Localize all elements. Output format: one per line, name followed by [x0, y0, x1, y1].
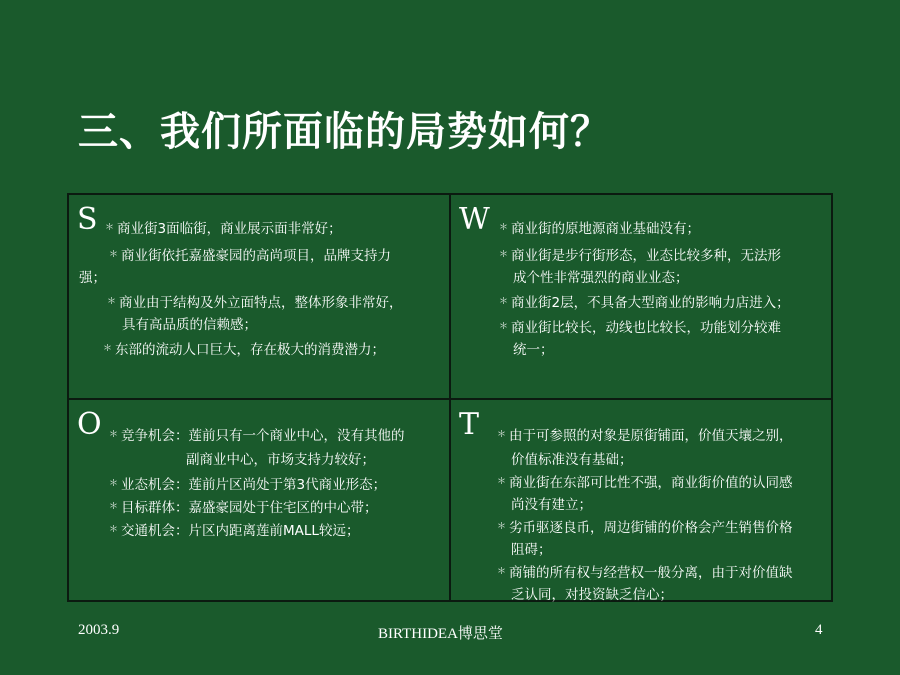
quadrant-letter-t: T: [459, 407, 480, 442]
threats-list: [497, 424, 823, 606]
bullet-star-icon: ＊: [499, 250, 509, 260]
list-item-continuation: 价值标准没有基础；: [511, 452, 633, 468]
list-item-continuation: 强；: [79, 270, 106, 286]
bullet-star-icon: ＊: [109, 430, 119, 440]
strengths-list: [79, 217, 441, 361]
weaknesses-list: [499, 217, 823, 361]
list-item-continuation: 统一；: [513, 342, 554, 358]
bullet-star-icon: ＊: [497, 522, 507, 532]
list-item: ＊ 商业街是步行街形态，业态比较多种，无法形: [499, 244, 823, 267]
bullet-star-icon: ＊: [499, 322, 509, 332]
list-item-continuation: 阻碍；: [511, 542, 552, 558]
quadrant-letter-w: W: [459, 202, 490, 237]
list-item: ＊ 商业街在东部可比性不强，商业街价值的认同感: [497, 471, 823, 494]
footer-page-number: 4: [815, 622, 823, 638]
list-item-continuation: 乏认同，对投资缺乏信心；: [511, 587, 673, 603]
footer-date: 2003.9: [78, 622, 120, 638]
list-item: ＊ 目标群体：嘉盛豪园处于住宅区的中心带；: [109, 496, 441, 519]
quadrant-letter-s: S: [77, 202, 98, 237]
quadrant-weaknesses: [451, 195, 831, 398]
quadrant-strengths: [69, 195, 449, 398]
bullet-star-icon: ＊: [497, 477, 507, 487]
list-item-continuation: 具有高品质的信赖感；: [122, 317, 257, 333]
bullet-star-icon: ＊: [109, 250, 119, 260]
bullet-star-icon: ＊: [109, 479, 119, 489]
bullet-star-icon: ＊: [497, 430, 507, 440]
list-item: ＊ 商业由于结构及外立面特点，整体形象非常好，: [107, 291, 441, 314]
footer-brand: BIRTHIDEA博思堂: [378, 626, 503, 642]
slide-title: 三、我们所面临的局势如何？: [78, 109, 611, 155]
bullet-star-icon: ＊: [109, 525, 119, 535]
list-item: ＊ 商业街比较长，动线也比较长，功能划分较难: [499, 316, 823, 339]
quadrant-opportunities: [69, 400, 449, 600]
opportunities-list: [109, 424, 441, 542]
bullet-star-icon: ＊: [105, 223, 115, 233]
list-item: ＊ 商业街3面临街，商业展示面非常好；: [105, 217, 441, 240]
bullet-star-icon: ＊: [497, 567, 507, 577]
list-item-continuation: 副商业中心，市场支持力较好；: [186, 452, 375, 468]
bullet-star-icon: ＊: [499, 297, 509, 307]
list-item-continuation: 尚没有建立；: [511, 497, 592, 513]
bullet-star-icon: ＊: [107, 297, 117, 307]
list-item: ＊ 由于可参照的对象是原街铺面，价值天壤之别，: [497, 424, 823, 447]
list-item: ＊ 商业街的原地源商业基础没有；: [499, 217, 823, 240]
quadrant-threats: [451, 400, 831, 603]
list-item: ＊ 商铺的所有权与经营权一般分离，由于对价值缺: [497, 561, 823, 584]
bullet-star-icon: ＊: [499, 223, 509, 233]
bullet-star-icon: ＊: [103, 344, 113, 354]
bullet-star-icon: ＊: [109, 502, 119, 512]
list-item: ＊ 业态机会：莲前片区尚处于第3代商业形态；: [109, 473, 441, 496]
list-item-continuation: 成个性非常强烈的商业业态；: [513, 270, 689, 286]
list-item: ＊ 竞争机会：莲前只有一个商业中心，没有其他的: [109, 424, 441, 447]
quadrant-letter-o: O: [77, 407, 102, 442]
list-item: ＊ 商业街2层，不具备大型商业的影响力店进入；: [499, 291, 823, 314]
list-item: ＊ 商业街依托嘉盛豪园的高尚项目，品牌支持力: [109, 244, 441, 267]
swot-grid: [67, 193, 833, 602]
list-item: ＊ 劣币驱逐良币，周边街铺的价格会产生销售价格: [497, 516, 823, 539]
list-item: ＊ 东部的流动人口巨大，存在极大的消费潜力；: [103, 338, 441, 361]
list-item: ＊ 交通机会：片区内距离莲前MALL较远；: [109, 519, 441, 542]
